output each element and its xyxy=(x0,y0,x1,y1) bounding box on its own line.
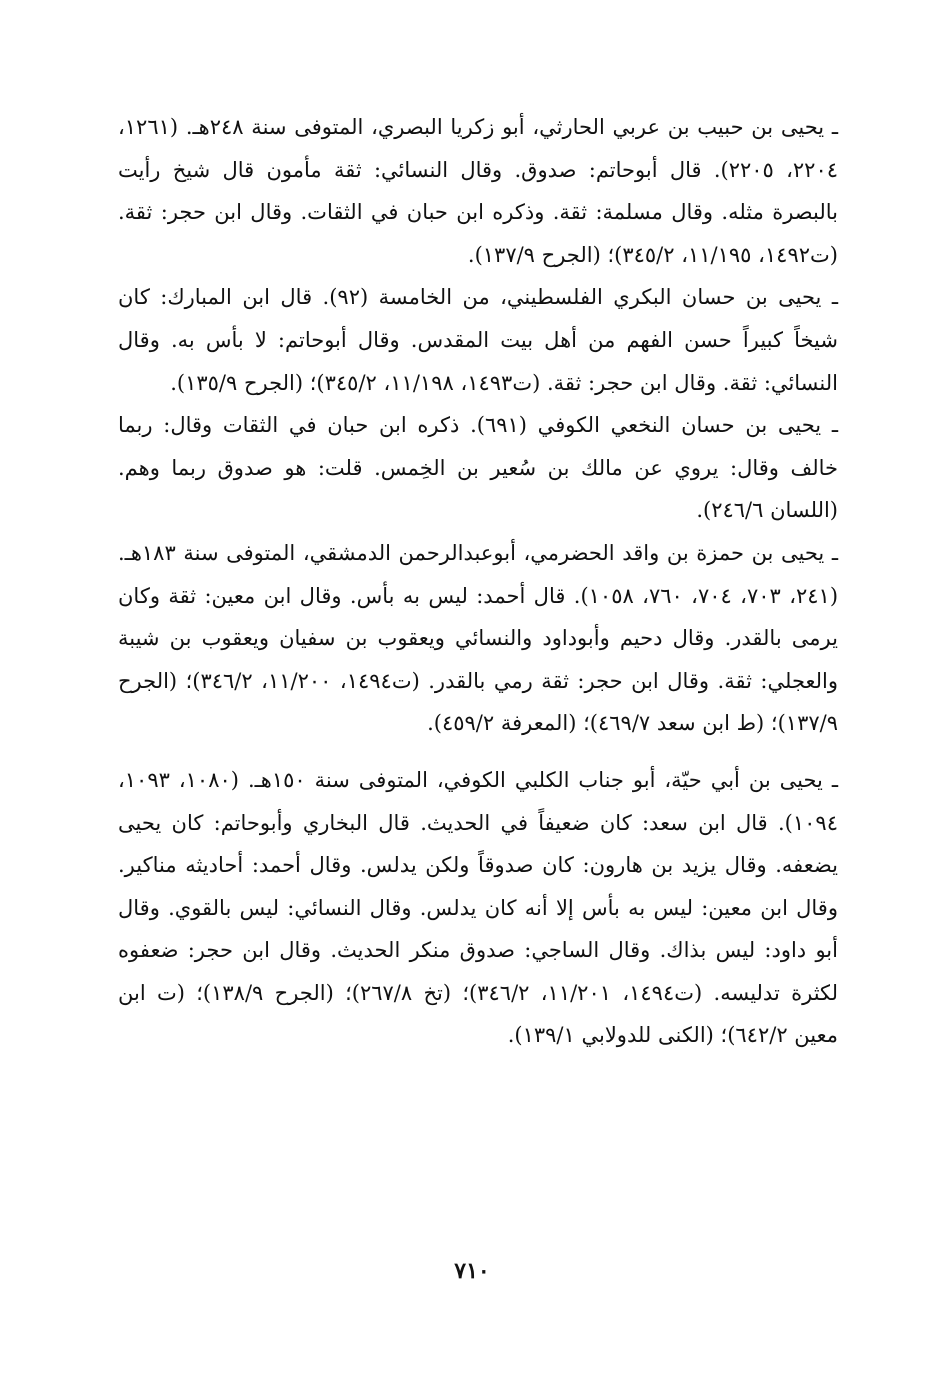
page-text xyxy=(118,106,838,1057)
entry-yahya-ibn-abi-hayya: ـ يحيى بن أبي حيّة، أبو جناب الكلبي الكوفي، المتوفى سنة ١٥٠هـ. (١٠٨٠، ١٠٩٣، ١٠٩٤). قال ابن سعد: كان ضعيفاً في الحديث. قال البخاري وأبوحاتم: كان يحيى يضعفه. وقال يزيد بن هارون: كان صدوقاً ولكن يدلس. وقال أحمد: أحاديثه مناكير. وقال ابن معين: ليس به بأس إلا أنه كان يدلس. وقال النسائي: ليس بالقوي. وقال أبو داود: ليس بذاك. وقال الساجي: صدوق منكر الحديث. وقال ابن حجر: ضعفوه لكثرة تدليسه. (ت١٤٩٤، ١١/٢٠١، ٣٤٦/٢)؛ (تخ ٢٦٧/٨)؛ (الجرح ١٣٨/٩)؛ (ت ابن معين ٦٤٢/٢)؛ (الكنى للدولابي ١٣٩/١). xyxy=(118,767,839,1048)
entry-yahya-ibn-hassan-nakhai: ـ يحيى بن حسان النخعي الكوفي (٦٩١). ذكره ابن حبان في الثقات وقال: ربما خالف وقال: يروي عن مالك بن سُعير بن الخِمس. قلت: هو صدوق ربما وهم. (اللسان ٢٤٦/٦). xyxy=(118,413,838,523)
page-number: ٧١٠ xyxy=(454,1258,490,1284)
entry-yahya-ibn-hamza: ـ يحيى بن حمزة بن واقد الحضرمي، أبوعبدالرحمن الدمشقي، المتوفى سنة ١٨٣هـ. (٢٤١، ٧٠٣، ٧٠٤، ٧٦٠، ١٠٥٨). قال أحمد: ليس به بأس. وقال ابن معين: ثقة وكان يرمى بالقدر. وقال دحيم وأبوداود والنسائي ويعقوب بن سفيان ويعقوب بن شيبة والعجلي: ثقة. وقال ابن حجر: ثقة رمي بالقدر. (ت١٤٩٤، ١١/٢٠٠، ٣٤٦/٢)؛ (الجرح ١٣٧/٩)؛ (ط ابن سعد ٤٦٩/٧)؛ (المعرفة ٤٥٩/٢). xyxy=(118,540,839,736)
entry-yahya-ibn-hassan-bakri: ـ يحيى بن حسان البكري الفلسطيني، من الخامسة (٩٢). قال ابن المبارك: كان شيخاً كبيراً حسن الفهم من أهل بيت المقدس. وقال أبوحاتم: لا بأس به. وقال النسائي: ثقة. وقال ابن حجر: ثقة. (ت١٤٩٣، ١١/١٩٨، ٣٤٥/٢)؛ (الجرح ١٣٥/٩). xyxy=(118,285,838,395)
entry-yahya-ibn-habib: ـ يحيى بن حبيب بن عربي الحارثي، أبو زكريا البصري، المتوفى سنة ٢٤٨هـ. (١٢٦١، ٢٢٠٤، ٢٢٠٥). قال أبوحاتم: صدوق. وقال النسائي: ثقة مأمون قال شيخ رأيت بالبصرة مثله. وقال مسلمة: ثقة. وذكره ابن حبان في الثقات. وقال ابن حجر: ثقة. (ت١٤٩٢، ١١/١٩٥، ٣٤٥/٢)؛ (الجرح ١٣٧/٩). xyxy=(118,115,839,267)
